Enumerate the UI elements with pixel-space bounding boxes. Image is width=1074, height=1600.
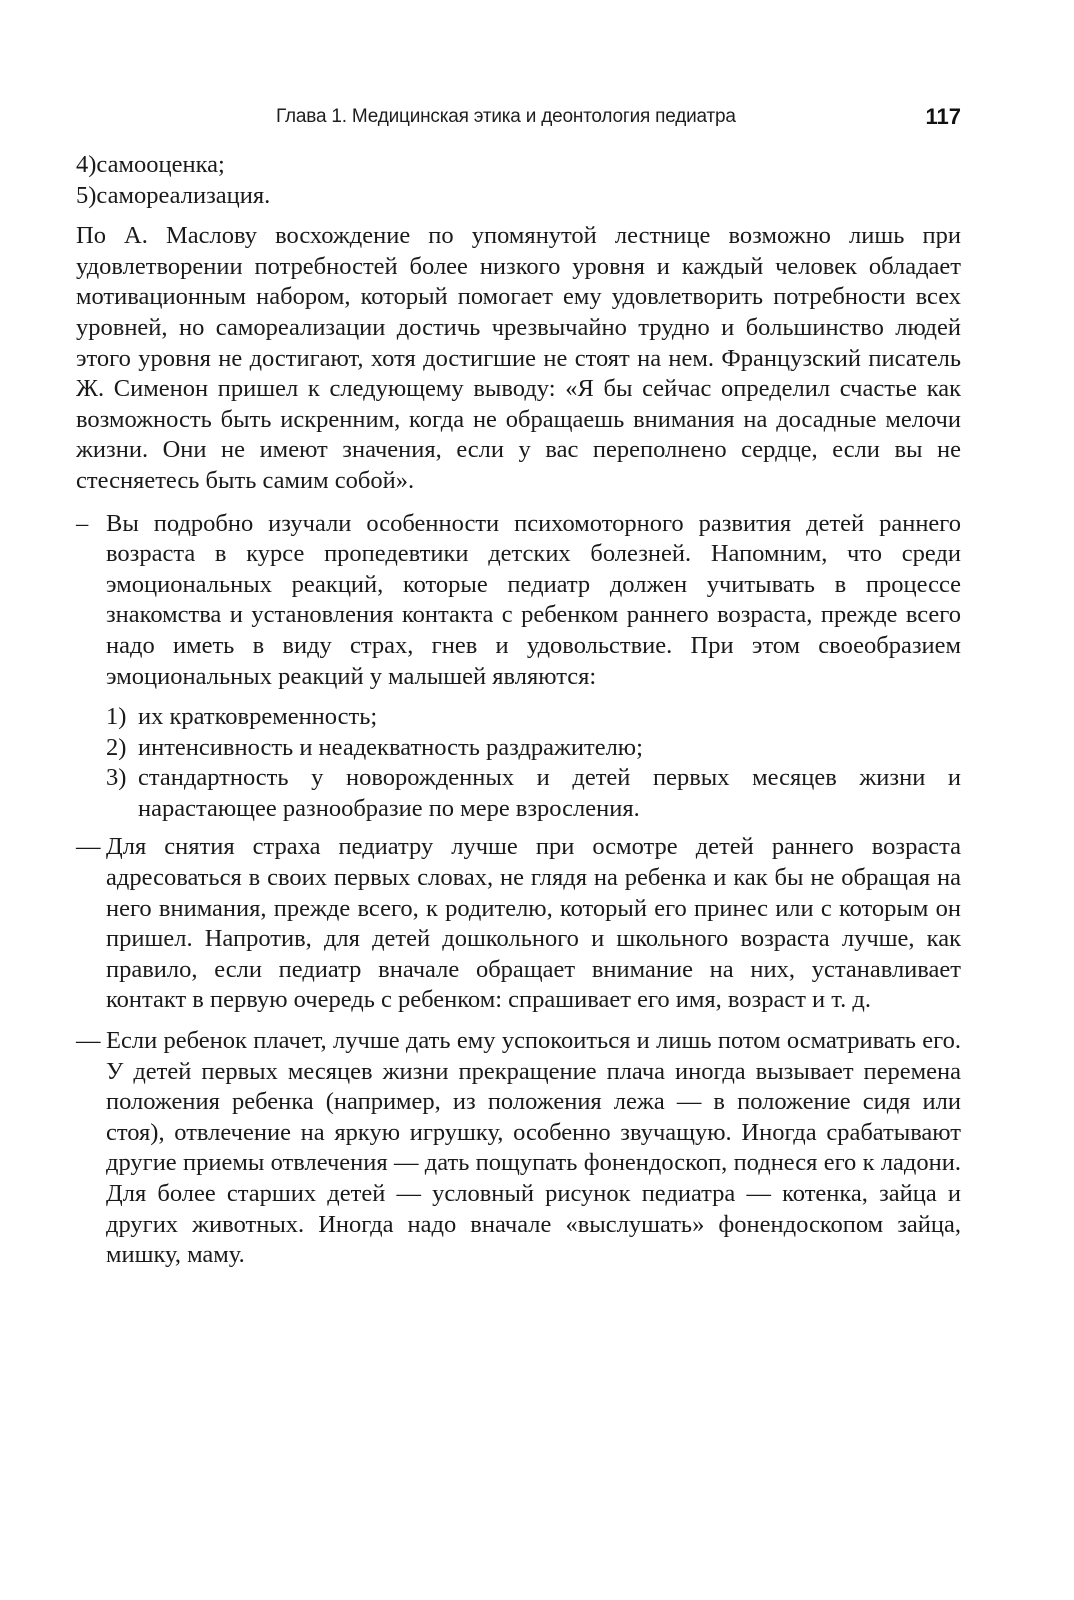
list-item bbox=[76, 150, 961, 181]
sub-list-number: 2) bbox=[106, 733, 127, 761]
numbered-sub-list bbox=[76, 702, 961, 824]
sub-list-text: их кратковременность; bbox=[138, 703, 378, 731]
running-head bbox=[76, 104, 961, 134]
paragraph-maslow: По А. Маслову восхождение по упомянутой лестнице возможно лишь при удовлетворении потребностей более низкого уровня и каждый человек обладает мотивационным набором, который помогает ему удовлетворить потребности всех уровней, но самореализации достичь чрезвычайно трудно и большинство людей этого уровня не достигают, хотя достигшие не стоят на нем. Французский писатель Ж. Сименон пришел к следующему выводу: «Я бы сейчас определил счастье как возможность быть искренним, когда не обращаешь внимания на досадные мелочи жизни. Они не имеют значения, если у вас переполнено сердце, если вы не стесняетесь быть самим собой». bbox=[76, 222, 961, 494]
body-text bbox=[76, 150, 961, 1281]
sub-list-text: интенсивность и неадекватность раздражителю; bbox=[138, 733, 643, 761]
dash-list-item bbox=[76, 1026, 961, 1271]
list-item-text: самооценка; bbox=[96, 151, 225, 178]
sub-list-text: стандартность у новорожденных и детей первых месяцев жизни и нарастающее разнообразие по мере взросления. bbox=[138, 764, 961, 822]
dash-marker: — bbox=[76, 833, 101, 861]
list-item-number: 5) bbox=[76, 181, 97, 209]
dash-list-item bbox=[76, 509, 961, 693]
dash-item-text: Для снятия страха педиатру лучше при осмотре детей раннего возраста адресоваться в своих первых словах, не глядя на ребенка и как бы не обращая на него внимания, прежде всего, к родителю, который его принес или с которым он пришел. Напротив, для детей дошкольного и школьного возраста лучше, как правило, если педиатр вначале обращает внимание на них, устанавливает контакт в первую очередь с ребенком: спрашивает его имя, возраст и т. д. bbox=[106, 833, 961, 1014]
sub-list-number: 3) bbox=[106, 764, 127, 792]
dash-item-text: Вы подробно изучали особенности психомоторного развития детей раннего возраста в курсе пропедевтики детских болезней. Напомним, что среди эмоциональных реакций, которые педиатр должен учитывать в процессе знакомства и установления контакта с ребенком раннего возраста, прежде всего надо иметь в виду страх, гнев и удовольствие. При этом своеобразием эмоциональных реакций у малышей являются: bbox=[106, 509, 961, 690]
running-title: Глава 1. Медицинская этика и деонтология педиатра bbox=[276, 106, 736, 127]
page-number: 117 bbox=[925, 104, 961, 129]
list-item-text: самореализация. bbox=[96, 181, 271, 209]
sub-list-item bbox=[106, 763, 961, 824]
dash-list-item bbox=[76, 832, 961, 1016]
dash-marker: – bbox=[76, 509, 89, 537]
sub-list-item bbox=[106, 733, 961, 764]
dash-item-text: Если ребенок плачет, лучше дать ему успокоиться и лишь потом осматривать его. У детей первых месяцев жизни прекращение плача иногда вызывает перемена положения ребенка (например, из положения лежа — в положение сидя или стоя), отвлечение на яркую игрушку, особенно звучащую. Иногда срабатывают другие приемы отвлечения — дать пощупать фонендоскоп, поднеся его к ладони. Для более старших детей — условный рисунок педиатра — котенка, зайца и других животных. Иногда надо вначале «выслушать» фонендоскопом зайца, мишку, маму. bbox=[106, 1027, 961, 1269]
list-item bbox=[76, 181, 961, 212]
sub-list-item bbox=[106, 702, 961, 733]
list-item-number: 4) bbox=[76, 151, 97, 178]
sub-list-number: 1) bbox=[106, 703, 127, 731]
dash-marker: — bbox=[76, 1027, 101, 1055]
